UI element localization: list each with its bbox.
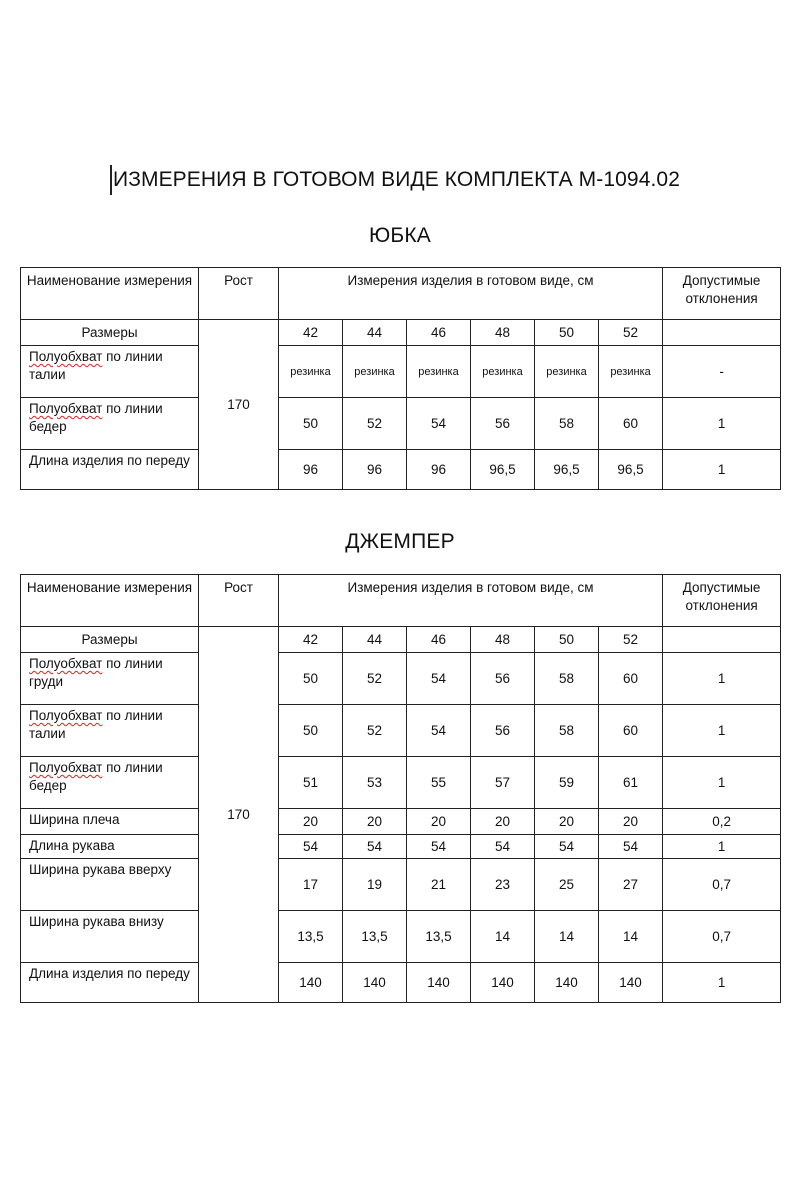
value-cell: 58 — [535, 653, 599, 705]
growth-value: 170 — [199, 627, 279, 1003]
value-cell: 23 — [471, 859, 535, 911]
value-cell: 140 — [343, 963, 407, 1003]
size-cell: 46 — [407, 627, 471, 653]
value-cell: 54 — [599, 835, 663, 859]
table-row — [21, 346, 781, 398]
sizes-row — [21, 627, 781, 653]
text-cursor — [110, 165, 112, 195]
value-cell: 20 — [535, 809, 599, 835]
value-cell: 54 — [407, 705, 471, 757]
value-cell: 14 — [599, 911, 663, 963]
tolerance-cell: 1 — [663, 757, 781, 809]
value-cell: 54 — [535, 835, 599, 859]
table-row — [21, 963, 781, 1003]
row-name: Ширина плеча — [21, 809, 199, 835]
value-cell: 140 — [599, 963, 663, 1003]
value-cell: 56 — [471, 705, 535, 757]
value-cell: 54 — [343, 835, 407, 859]
header-tolerance-cell: Допустимые отклонения — [663, 575, 781, 627]
jumper-measurements-table — [20, 574, 781, 1003]
row-name: Ширина рукава внизу — [21, 911, 199, 963]
tolerance-cell: 1 — [663, 398, 781, 450]
table-row — [21, 809, 781, 835]
value-cell: 14 — [535, 911, 599, 963]
skirt-measurements-table — [20, 267, 781, 490]
table-row — [21, 450, 781, 490]
value-cell: 60 — [599, 653, 663, 705]
value-cell: 53 — [343, 757, 407, 809]
value-cell: резинка — [535, 346, 599, 398]
value-cell: 60 — [599, 398, 663, 450]
value-cell: 140 — [279, 963, 343, 1003]
header-measurements-cell: Измерения изделия в готовом виде, см — [279, 575, 663, 627]
tolerance-cell: 1 — [663, 653, 781, 705]
value-cell: 17 — [279, 859, 343, 911]
value-cell: 50 — [279, 705, 343, 757]
value-cell: 20 — [471, 809, 535, 835]
tolerance-cell: 0,2 — [663, 809, 781, 835]
tolerance-cell: 1 — [663, 705, 781, 757]
value-cell: 13,5 — [407, 911, 471, 963]
table-header-row — [21, 268, 781, 320]
size-cell: 48 — [471, 627, 535, 653]
row-name: Длина изделия по переду — [21, 450, 199, 490]
row-name: Длина изделия по переду — [21, 963, 199, 1003]
value-cell: 20 — [279, 809, 343, 835]
value-cell: 19 — [343, 859, 407, 911]
value-cell: резинка — [407, 346, 471, 398]
sizes-row — [21, 320, 781, 346]
tolerance-cell: - — [663, 346, 781, 398]
value-cell: резинка — [279, 346, 343, 398]
row-name: Полуобхват по линии бедер — [21, 398, 199, 450]
value-cell: 13,5 — [279, 911, 343, 963]
value-cell: 96,5 — [471, 450, 535, 490]
value-cell: 50 — [279, 653, 343, 705]
size-cell: 44 — [343, 320, 407, 346]
size-cell: 48 — [471, 320, 535, 346]
size-cell: 46 — [407, 320, 471, 346]
value-cell: 52 — [343, 705, 407, 757]
header-name-cell: Наименование измерения — [21, 575, 199, 627]
value-cell: 54 — [279, 835, 343, 859]
header-tolerance-cell: Допустимые отклонения — [663, 268, 781, 320]
table-header-row — [21, 575, 781, 627]
tolerance-cell: 1 — [663, 963, 781, 1003]
skirt-section-title: ЮБКА — [368, 224, 432, 247]
tolerance-cell: 0,7 — [663, 911, 781, 963]
size-cell: 42 — [279, 320, 343, 346]
table-row — [21, 757, 781, 809]
size-cell: 52 — [599, 627, 663, 653]
table-row — [21, 835, 781, 859]
value-cell: резинка — [471, 346, 535, 398]
value-cell: 58 — [535, 705, 599, 757]
value-cell: 52 — [343, 398, 407, 450]
value-cell: 51 — [279, 757, 343, 809]
value-cell: 96 — [407, 450, 471, 490]
value-cell: 50 — [279, 398, 343, 450]
value-cell: 14 — [471, 911, 535, 963]
value-cell: 140 — [471, 963, 535, 1003]
header-name-cell: Наименование измерения — [21, 268, 199, 320]
value-cell: 57 — [471, 757, 535, 809]
header-measurements-cell: Измерения изделия в готовом виде, см — [279, 268, 663, 320]
table-row — [21, 653, 781, 705]
value-cell: 55 — [407, 757, 471, 809]
value-cell: 140 — [535, 963, 599, 1003]
document-title: ИЗМЕРЕНИЯ В ГОТОВОМ ВИДЕ КОМПЛЕКТА М-1094.02 — [113, 168, 680, 191]
size-cell: 50 — [535, 627, 599, 653]
table-row — [21, 859, 781, 911]
size-cell: 52 — [599, 320, 663, 346]
value-cell: резинка — [343, 346, 407, 398]
value-cell: 59 — [535, 757, 599, 809]
row-name: Ширина рукава вверху — [21, 859, 199, 911]
tolerance-cell: 0,7 — [663, 859, 781, 911]
value-cell: 13,5 — [343, 911, 407, 963]
value-cell: 96,5 — [599, 450, 663, 490]
row-name: Полуобхват по линии талии — [21, 705, 199, 757]
value-cell: 58 — [535, 398, 599, 450]
row-name: Полуобхват по линии бедер — [21, 757, 199, 809]
header-growth-cell: Рост — [199, 268, 279, 320]
value-cell: 96 — [343, 450, 407, 490]
table-row — [21, 705, 781, 757]
value-cell: 140 — [407, 963, 471, 1003]
size-cell: 50 — [535, 320, 599, 346]
size-cell: 42 — [279, 627, 343, 653]
value-cell: 27 — [599, 859, 663, 911]
table-row — [21, 911, 781, 963]
header-growth-cell: Рост — [199, 575, 279, 627]
value-cell: 60 — [599, 705, 663, 757]
value-cell: 52 — [343, 653, 407, 705]
value-cell: 21 — [407, 859, 471, 911]
row-name: Полуобхват по линии груди — [21, 653, 199, 705]
growth-value: 170 — [199, 320, 279, 490]
value-cell: 20 — [599, 809, 663, 835]
size-cell: 44 — [343, 627, 407, 653]
value-cell: 54 — [407, 398, 471, 450]
value-cell: 25 — [535, 859, 599, 911]
jumper-section-title: ДЖЕМПЕР — [345, 530, 455, 553]
value-cell: 96 — [279, 450, 343, 490]
table-row — [21, 398, 781, 450]
value-cell: резинка — [599, 346, 663, 398]
value-cell: 56 — [471, 653, 535, 705]
value-cell: 54 — [407, 835, 471, 859]
tolerance-cell: 1 — [663, 835, 781, 859]
value-cell: 96,5 — [535, 450, 599, 490]
value-cell: 61 — [599, 757, 663, 809]
tolerance-cell: 1 — [663, 450, 781, 490]
sizes-label: Размеры — [21, 627, 199, 653]
row-name: Полуобхват по линии талии — [21, 346, 199, 398]
row-name: Длина рукава — [21, 835, 199, 859]
tolerance-empty-cell — [663, 320, 781, 346]
value-cell: 56 — [471, 398, 535, 450]
value-cell: 20 — [407, 809, 471, 835]
tolerance-empty-cell — [663, 627, 781, 653]
value-cell: 54 — [471, 835, 535, 859]
value-cell: 20 — [343, 809, 407, 835]
sizes-label: Размеры — [21, 320, 199, 346]
value-cell: 54 — [407, 653, 471, 705]
